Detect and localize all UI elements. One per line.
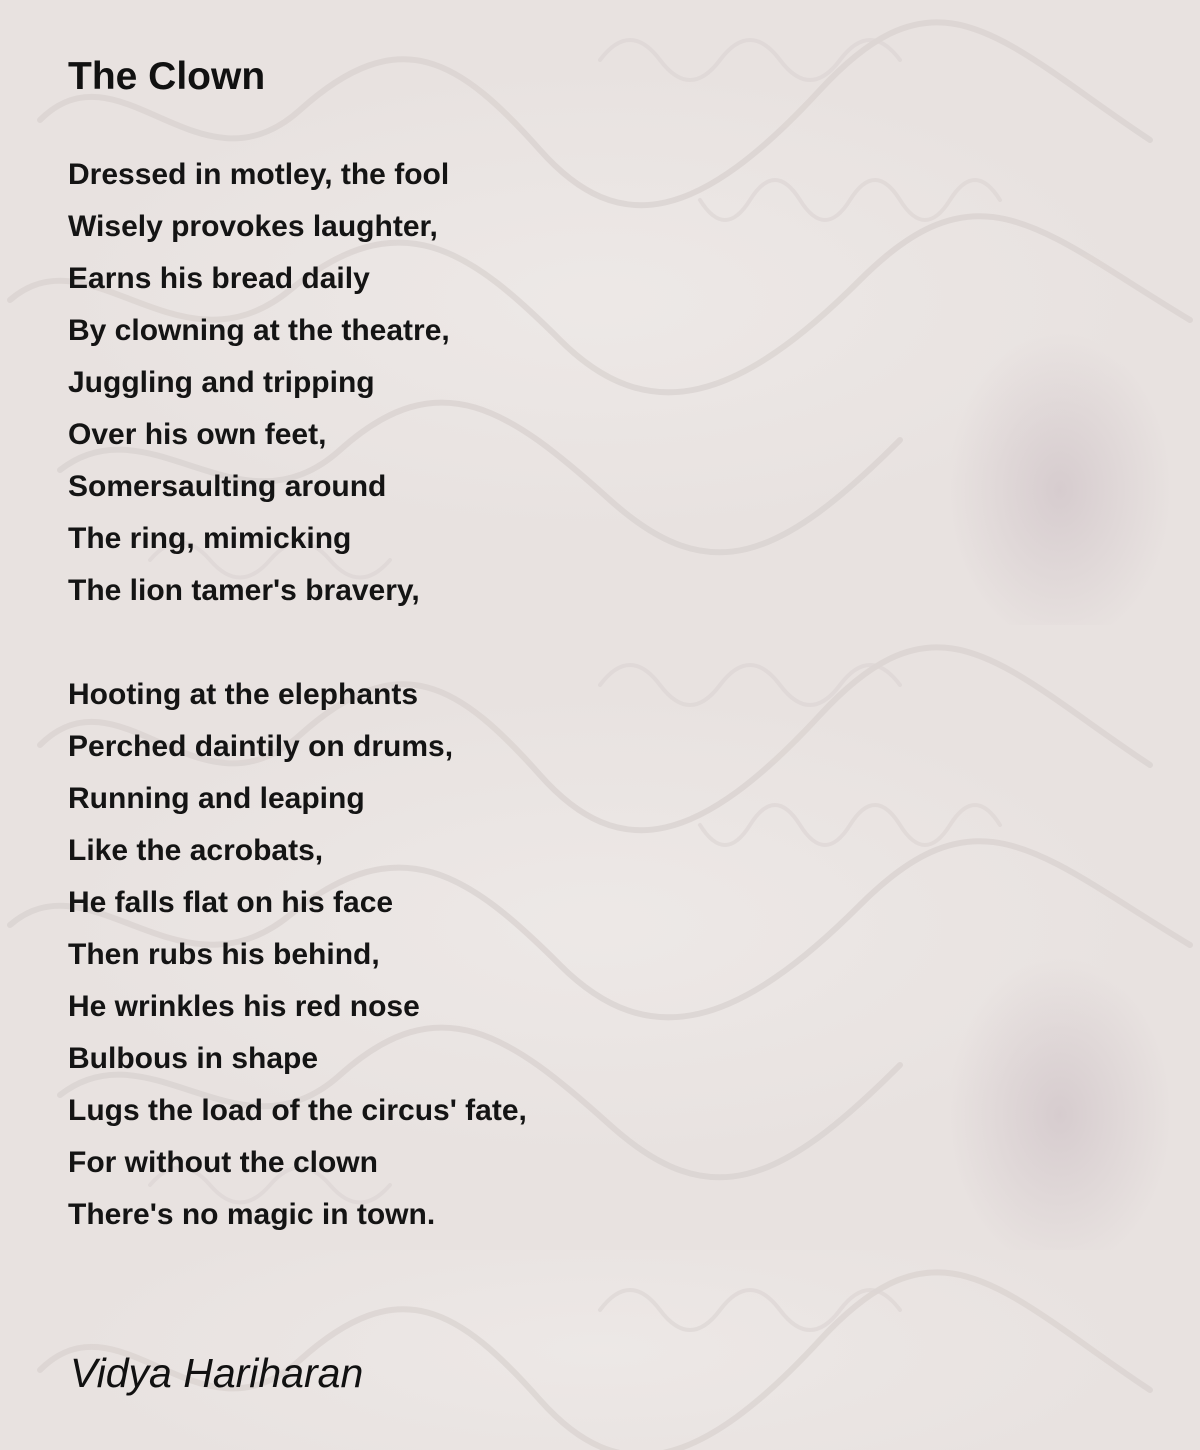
poem-line: Somersaulting around [68, 470, 387, 503]
poem-line: Earns his bread daily [68, 262, 370, 295]
poem-line: Juggling and tripping [68, 366, 375, 399]
poem-line: He wrinkles his red nose [68, 990, 420, 1023]
poem-line: Over his own feet, [68, 418, 327, 451]
poem-line: The ring, mimicking [68, 522, 352, 555]
poem-line: Running and leaping [68, 782, 365, 815]
poem-title: The Clown [68, 55, 266, 98]
poem-line: Then rubs his behind, [68, 938, 380, 971]
poem-line: Bulbous in shape [68, 1042, 319, 1075]
author-name: Vidya Hariharan [70, 1350, 364, 1396]
poem-line: Perched daintily on drums, [68, 730, 454, 763]
poem-line: Hooting at the elephants [68, 678, 419, 711]
poem-line: Lugs the load of the circus' fate, [68, 1094, 527, 1127]
poem-line: Wisely provokes laughter, [68, 210, 438, 243]
poem-line: There's no magic in town. [68, 1198, 436, 1231]
poem-line: The lion tamer's bravery, [68, 574, 420, 607]
poem-line: He falls flat on his face [68, 886, 394, 919]
poem-line: Dressed in motley, the fool [68, 158, 450, 191]
poem-line: For without the clown [68, 1146, 378, 1179]
stanza-2 [68, 669, 527, 1241]
poem-line: By clowning at the theatre, [68, 314, 450, 347]
poem-line: Like the acrobats, [68, 834, 324, 867]
stanza-1 [68, 149, 450, 617]
